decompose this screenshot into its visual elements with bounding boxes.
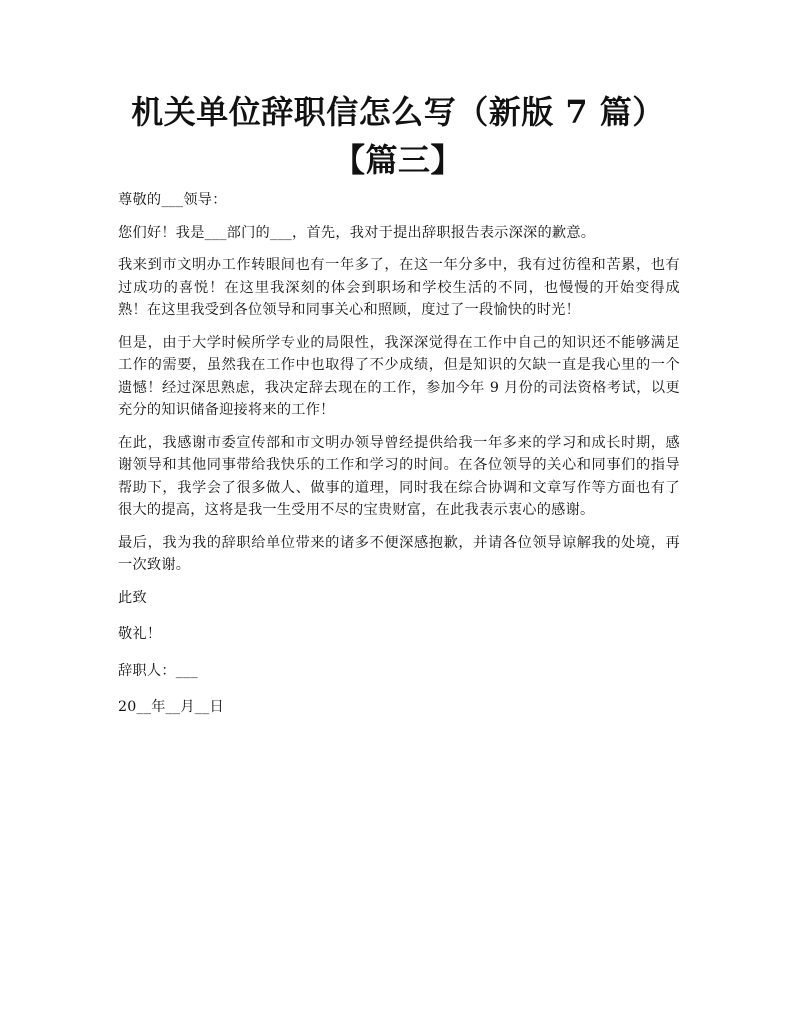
date-line: 20__年__月__日 (118, 699, 224, 715)
body-paragraph-1: 我来到市文明办工作转眼间也有一年多了，在这一年分多中，我有过彷徨和苦累，也有过成功的喜悦！在这里我深刻的体会到职场和学校生活的不同，也慢慢的开始变得成熟！在这里我受到各位领导和同事关心和照顾，度过了一段愉快的时光！ (118, 257, 680, 318)
closing-line: 此致 (118, 589, 147, 606)
body-paragraph-3: 在此，我感谢市委宣传部和市文明办领导曾经提供给我一年多来的学习和成长时期，感谢领导和其他同事带给我快乐的工作和学习的时间。在各位领导的关心和同事们的指导帮助下，我学会了很多做人、做事的道理，同时我在综合协调和文章写作等方面也有了很大的提高，这将是我一生受用不尽的宝贵财富，在此我表示衷心的感谢。 (118, 434, 680, 518)
greeting-paragraph: 您们好！我是___部门的___，首先，我对于提出辞职报告表示深深的歉意。 (118, 224, 596, 241)
body-paragraph-4: 最后，我为我的辞职给单位带来的诸多不便深感抱歉，并请各位领导谅解我的处境，再一次致谢。 (118, 534, 680, 573)
signature-line: 辞职人：___ (118, 662, 198, 679)
document-title: 机关单位辞职信怎么写（新版 7 篇）【篇三】 (131, 93, 665, 179)
closing-salute: 敬礼！ (118, 626, 162, 642)
salutation: 尊敬的___领导： (118, 192, 227, 208)
body-paragraph-2: 但是，由于大学时候所学专业的局限性，我深深觉得在工作中自己的知识还不能够满足工作的需要，虽然我在工作中也取得了不少成绩，但是知识的欠缺一直是我心里的一个遗憾！经过深思熟虑，我决定辞去现在的工作，参加今年 9 月份的司法资格考试，以更充分的知识储备迎接将来的工作！ (118, 334, 680, 418)
document-body (118, 189, 680, 733)
